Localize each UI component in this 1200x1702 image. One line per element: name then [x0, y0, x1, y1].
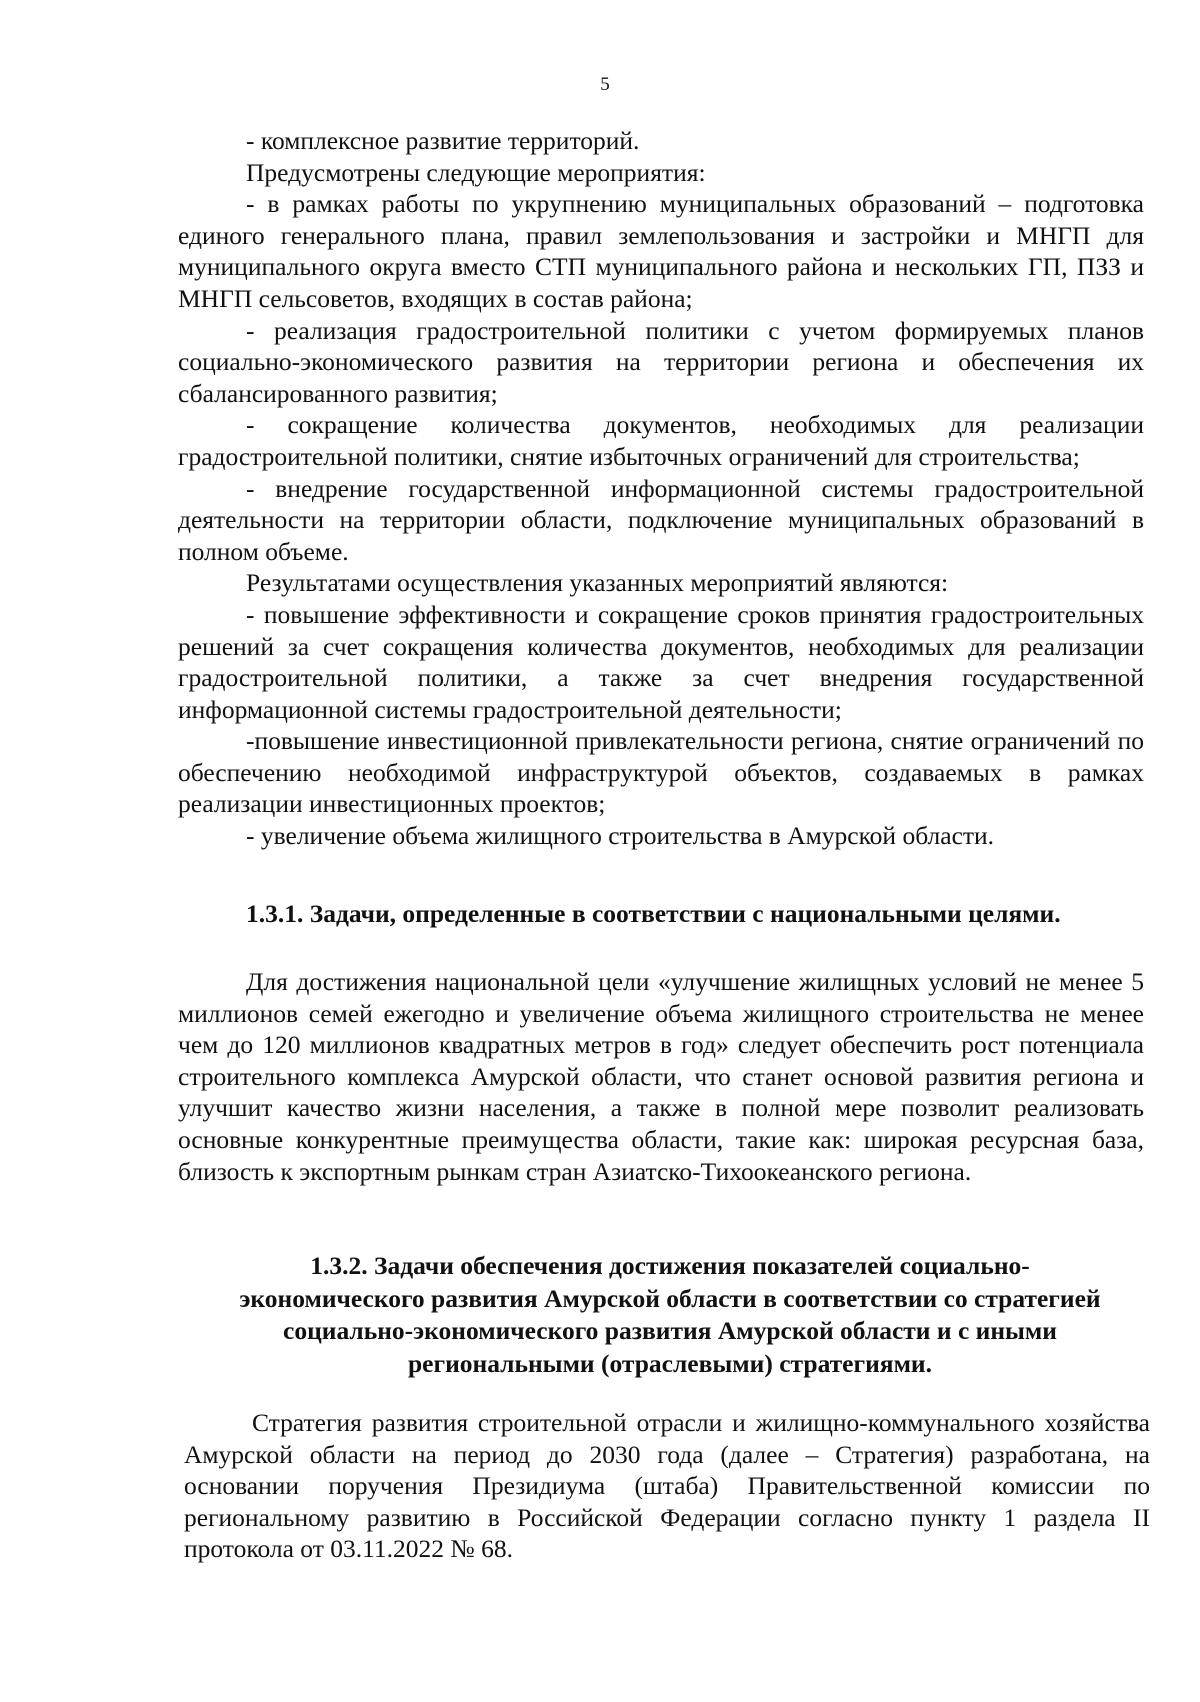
paragraph: - повышение эффективности и сокращение сроков принятия градостроительных решений за счет сокращения количества документов, необходимых для реализации градостроительной политики, а также за счет внедрения государственной информационной системы градостроительной деятельности; — [178, 599, 1144, 724]
paragraph: - комплексное развитие территорий. — [246, 126, 640, 155]
paragraph: -повышение инвестиционной привлекательности региона, снятие ограничений по обеспечению необходимой инфраструктурой объектов, создаваемых в рамках реализации инвестиционных проектов; — [178, 726, 1144, 819]
national-goals-section — [178, 966, 1144, 1187]
heading-line: 1.3.2. Задачи обеспечения достижения показателей социально- — [310, 1251, 1030, 1280]
section-heading-1-3-1: 1.3.1. Задачи, определенные в соответствии с национальными целями. — [246, 899, 1061, 928]
section-heading-1-3-2 — [170, 1250, 1170, 1380]
page-number: 5 — [600, 74, 610, 95]
paragraph: - увеличение объема жилищного строительства в Амурской области. — [246, 821, 995, 851]
paragraph: Предусмотрены следующие мероприятия: — [246, 157, 706, 187]
heading-line: экономического развития Амурской области в соответствии со стратегией — [239, 1283, 1101, 1313]
paragraph: Стратегия развития строительной отрасли и жилищно-коммунального хозяйства Амурской области на период до 2030 года (далее – Стратегия) разработана, на основании поручения Президиума (штаба) Правительственной комиссии по региональному развитию в Российской Федерации согласно пункту 1 раздела II протокола от 03.11.2022 № 68. — [184, 1408, 1150, 1564]
paragraph: Для достижения национальной цели «улучшение жилищных условий не менее 5 миллионов семей ежегодно и увеличение объема жилищного строительства не менее чем до 120 миллионов квадратных метров в год» следует обеспечить рост потенциала строительного комплекса Амурской области, что станет основой развития региона и улучшит качество жизни населения, а также в полной мере позволит реализовать основные конкурентные преимущества области, такие как: широкая ресурсная база, близость к экспортным рынкам стран Азиатско-Тихоокеанского региона. — [178, 967, 1144, 1186]
paragraph: - реализация градостроительной политики с учетом формируемых планов социально-экономического развития на территории региона и обеспечения их сбалансированного развития; — [178, 315, 1144, 408]
strategy-section — [184, 1407, 1150, 1565]
paragraph: - сокращение количества документов, необходимых для реализации градостроительной политики, снятие избыточных ограничений для строительства; — [178, 410, 1144, 471]
heading-line: социально-экономического развития Амурской области и с иными — [283, 1316, 1057, 1345]
paragraph: Результатами осуществления указанных мероприятий являются: — [246, 568, 949, 598]
paragraph: - в рамках работы по укрупнению муниципальных образований – подготовка единого генерального плана, правил землепользования и застройки и МНГП для муниципального округа вместо СТП муниципального района и нескольких ГП, ПЗЗ и МНГП сельсоветов, входящих в состав района; — [178, 189, 1144, 313]
paragraph: - внедрение государственной информационной системы градостроительной деятельности на территории области, подключение муниципальных образований в полном объеме. — [178, 473, 1144, 566]
heading-line: региональными (отраслевыми) стратегиями. — [407, 1348, 933, 1378]
measures-section — [178, 125, 1144, 852]
